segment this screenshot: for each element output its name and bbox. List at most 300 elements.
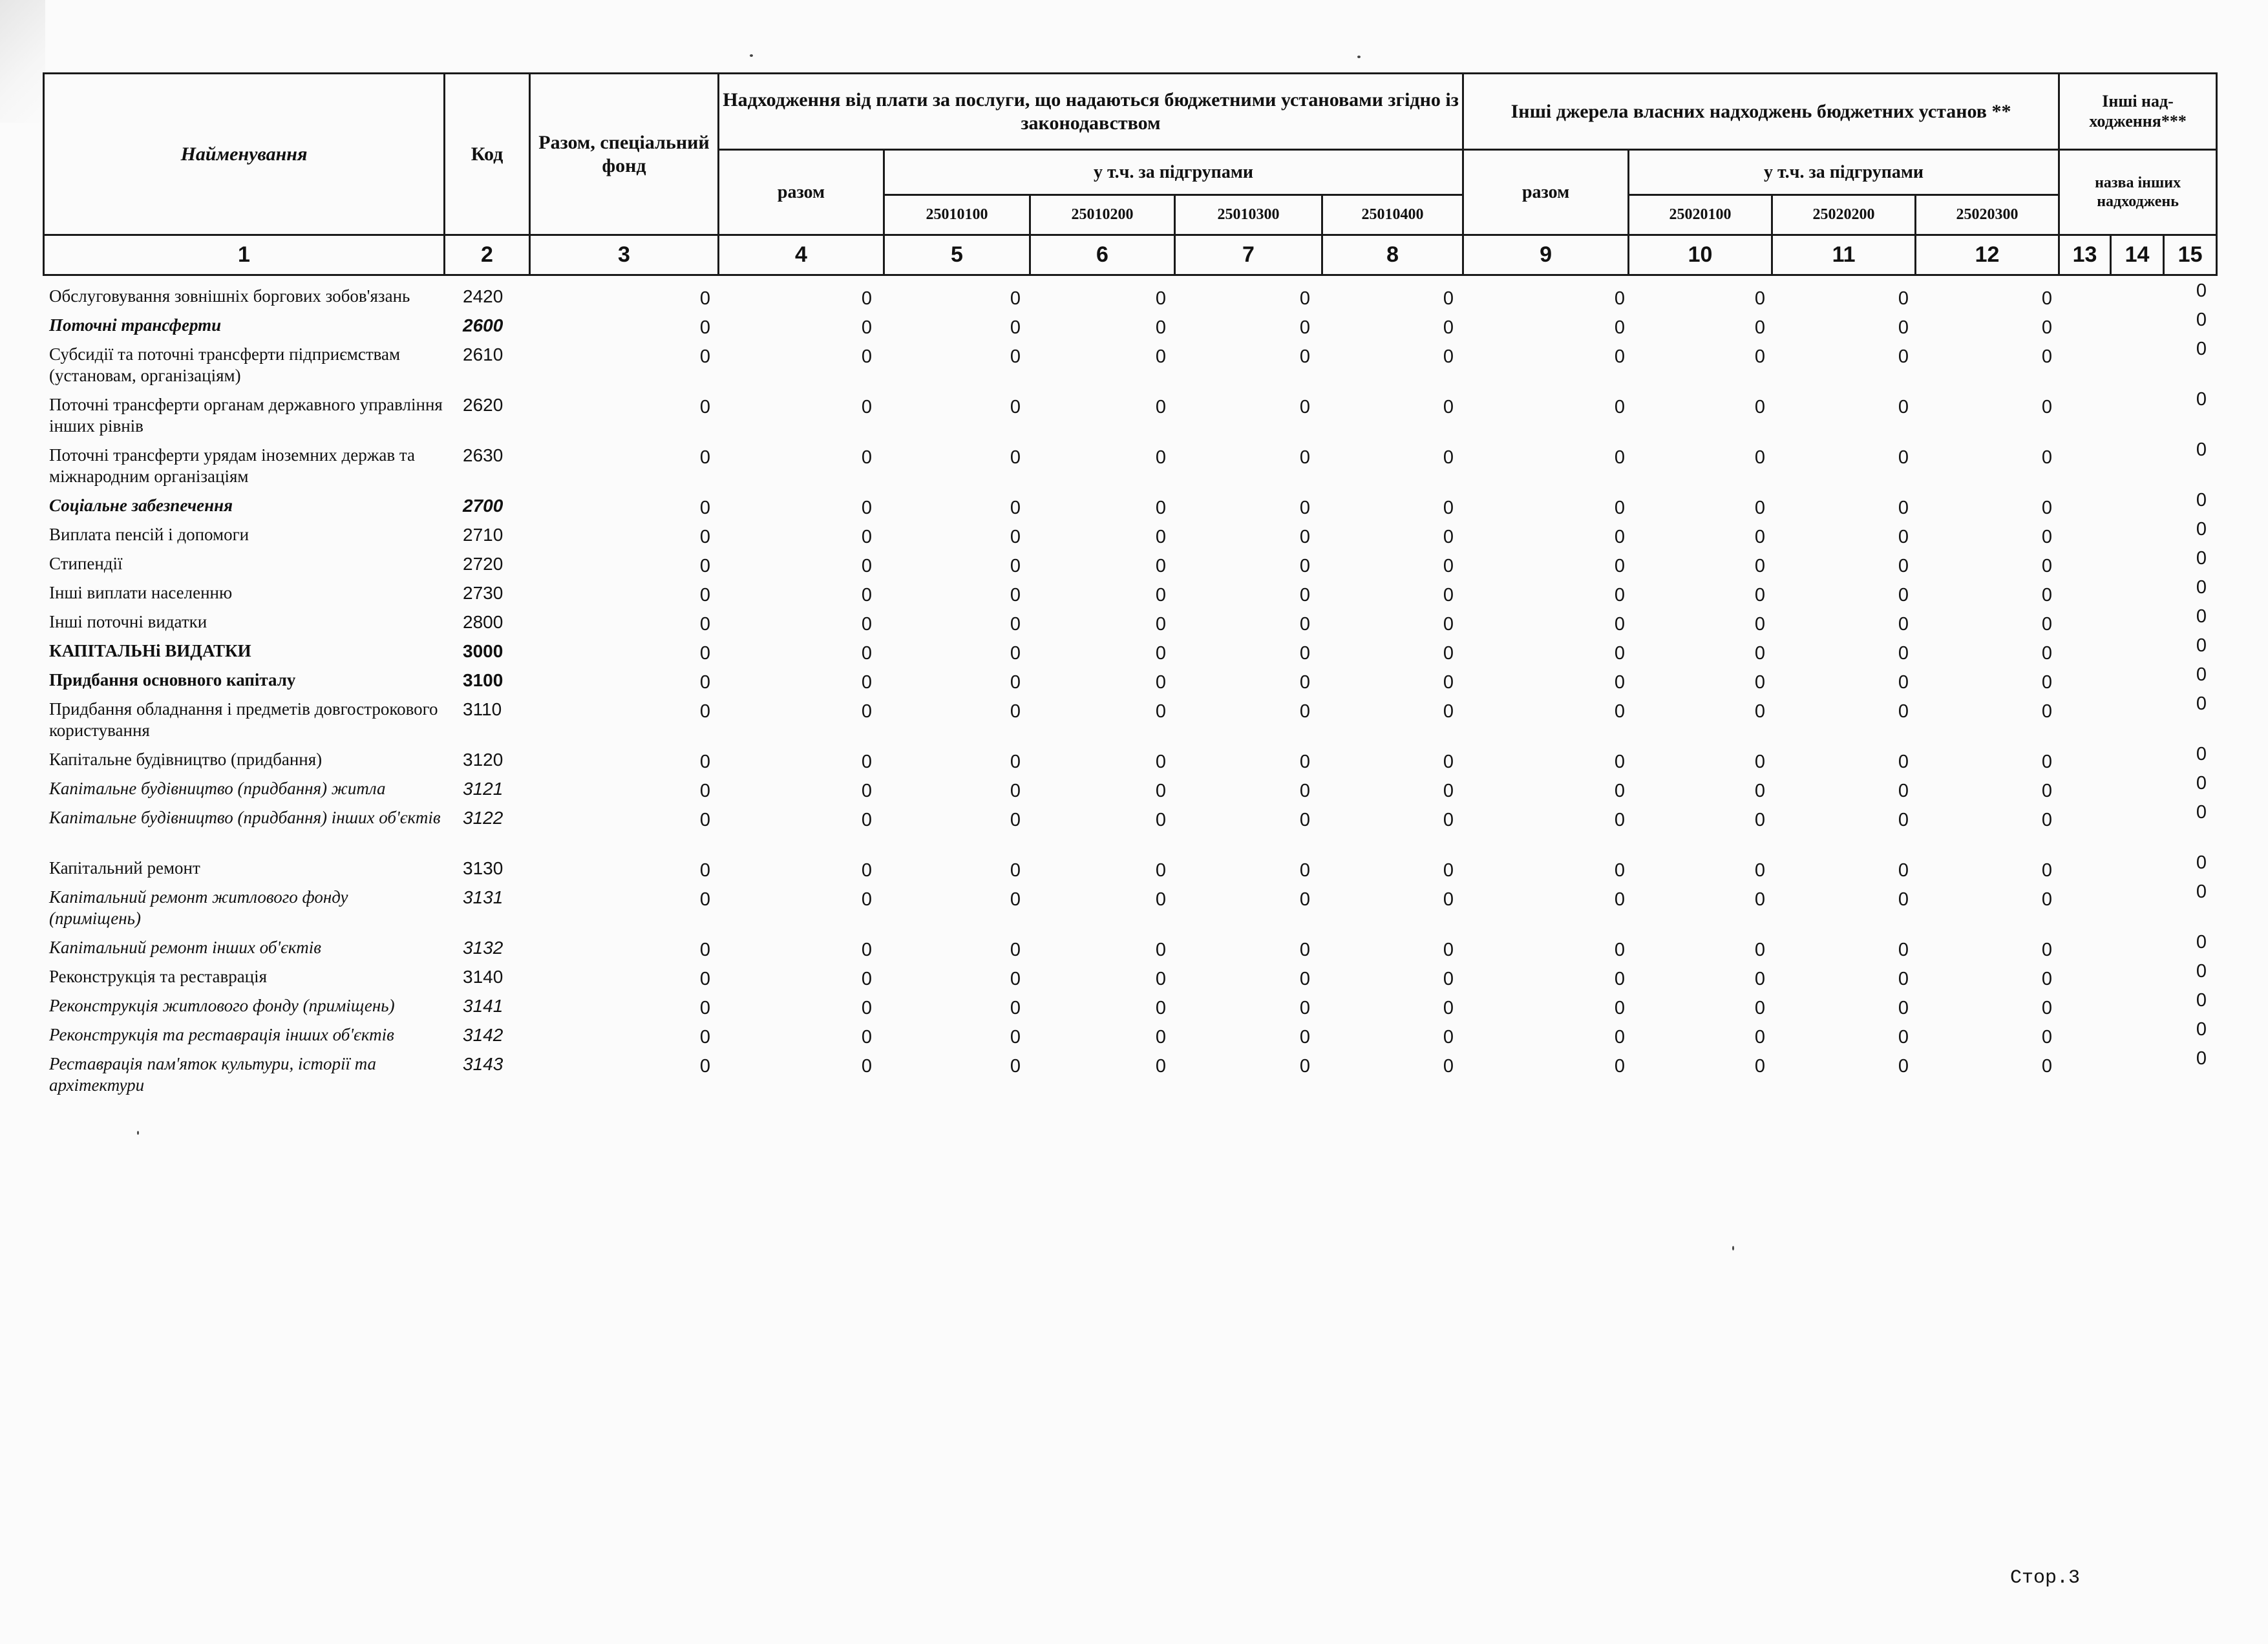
row-value: 0 (2196, 577, 2207, 598)
row-value: 0 (861, 781, 873, 801)
row-code: 2700 (463, 496, 503, 516)
row-value: 0 (1010, 940, 1021, 960)
row-value: 0 (1010, 1027, 1021, 1048)
row-value: 0 (1155, 447, 1167, 468)
row-name: Реконструкція та реставрація інших об'єктів (49, 1025, 394, 1044)
row-value: 0 (699, 998, 711, 1018)
row-value: 0 (861, 672, 873, 693)
row-name: Інші поточні видатки (49, 612, 207, 631)
row-value: 0 (861, 752, 873, 772)
row-name: Стипендії (49, 554, 123, 573)
row-code: 3130 (463, 858, 503, 878)
table-row (43, 1048, 2216, 1102)
col-number: 11 (1772, 235, 1916, 275)
table-row (43, 548, 2216, 581)
row-code: 2710 (463, 525, 503, 545)
row-value: 0 (1155, 752, 1167, 772)
row-code: 2620 (463, 395, 503, 415)
row-value: 0 (1443, 288, 1454, 309)
col-number: 8 (1322, 235, 1463, 275)
row-value: 0 (699, 940, 711, 960)
row-value: 0 (2196, 773, 2207, 794)
row-code: 3140 (463, 967, 503, 987)
header-code-25020300: 25020300 (1916, 195, 2059, 235)
row-value: 0 (2196, 802, 2207, 823)
row-value: 0 (861, 585, 873, 606)
header-code-25010100: 25010100 (884, 195, 1030, 235)
header-group2-total: разом (1463, 150, 1629, 235)
row-value: 0 (1614, 346, 1626, 367)
row-value: 0 (1010, 643, 1021, 664)
row-code: 3122 (463, 808, 503, 828)
col-number: 5 (884, 235, 1030, 275)
row-value: 0 (2196, 548, 2207, 569)
row-value: 0 (1614, 317, 1626, 338)
table-row (43, 389, 2216, 443)
row-value: 0 (1299, 527, 1311, 547)
row-value: 0 (1898, 556, 1909, 576)
table-row (43, 606, 2216, 639)
header-group1-sub: у т.ч. за підгрупами (884, 150, 1463, 195)
row-value: 0 (1155, 781, 1167, 801)
table-row (43, 693, 2216, 748)
col-number: 4 (719, 235, 884, 275)
header-name: Найменування (44, 74, 445, 235)
row-value: 0 (1299, 940, 1311, 960)
row-value: 0 (2041, 860, 2053, 881)
row-value: 0 (1299, 672, 1311, 693)
row-value: 0 (1299, 752, 1311, 772)
row-value: 0 (1754, 998, 1766, 1018)
row-value: 0 (1614, 643, 1626, 664)
row-value: 0 (1010, 969, 1021, 989)
row-value: 0 (1155, 860, 1167, 881)
row-value: 0 (1898, 1056, 1909, 1077)
col-number: 13 (2059, 235, 2111, 275)
row-name: Реконструкція житлового фонду (приміщень) (49, 996, 395, 1015)
row-code: 3131 (463, 887, 503, 907)
row-value: 0 (1299, 447, 1311, 468)
row-value: 0 (1754, 889, 1766, 910)
row-value: 0 (1754, 585, 1766, 606)
col-number: 2 (445, 235, 530, 275)
row-value: 0 (1299, 614, 1311, 635)
table-row (43, 932, 2216, 965)
row-code: 3142 (463, 1025, 503, 1045)
table-row (43, 664, 2216, 697)
row-value: 0 (2196, 990, 2207, 1011)
row-value: 0 (2041, 940, 2053, 960)
row-value: 0 (1010, 498, 1021, 518)
row-value: 0 (1443, 643, 1454, 664)
col-number: 15 (2164, 235, 2217, 275)
scan-speck (1357, 56, 1361, 58)
row-value: 0 (1898, 614, 1909, 635)
row-value: 0 (2196, 490, 2207, 511)
table-row (43, 490, 2216, 523)
row-value: 0 (2041, 397, 2053, 417)
row-value: 0 (2196, 606, 2207, 627)
row-value: 0 (1754, 672, 1766, 693)
header-code-25020200: 25020200 (1772, 195, 1916, 235)
table-row (43, 577, 2216, 610)
row-value: 0 (699, 889, 711, 910)
scan-speck (1732, 1246, 1734, 1250)
row-value: 0 (1155, 940, 1167, 960)
header-group1-total: разом (719, 150, 884, 235)
row-value: 0 (1155, 998, 1167, 1018)
row-value: 0 (1010, 585, 1021, 606)
row-value: 0 (2196, 693, 2207, 714)
row-value: 0 (2041, 527, 2053, 547)
row-value: 0 (1443, 672, 1454, 693)
row-value: 0 (1299, 701, 1311, 722)
row-value: 0 (1614, 585, 1626, 606)
row-value: 0 (861, 1056, 873, 1077)
row-value: 0 (1299, 643, 1311, 664)
row-value: 0 (2041, 556, 2053, 576)
row-name: Реконструкція та реставрація (49, 967, 268, 986)
row-value: 0 (2196, 389, 2207, 410)
col-number: 1 (44, 235, 445, 275)
row-value: 0 (1898, 781, 1909, 801)
header-group3-sub: назва інших надходжень (2059, 150, 2217, 235)
row-value: 0 (1010, 346, 1021, 367)
table-row (43, 1019, 2216, 1052)
col-number: 3 (530, 235, 719, 275)
row-value: 0 (1614, 447, 1626, 468)
row-value: 0 (1299, 810, 1311, 830)
row-value: 0 (861, 498, 873, 518)
row-value: 0 (1898, 346, 1909, 367)
header-code: Код (445, 74, 530, 235)
scan-speck (137, 1131, 139, 1135)
row-value: 0 (1010, 889, 1021, 910)
row-value: 0 (861, 527, 873, 547)
row-name: Реставрація пам'яток культури, історії та архітектури (49, 1054, 377, 1095)
row-value: 0 (1443, 527, 1454, 547)
header-code-25010200: 25010200 (1030, 195, 1175, 235)
row-value: 0 (699, 317, 711, 338)
row-value: 0 (1754, 860, 1766, 881)
row-code: 3121 (463, 779, 503, 799)
row-value: 0 (1614, 498, 1626, 518)
row-value: 0 (1155, 585, 1167, 606)
row-value: 0 (1299, 1027, 1311, 1048)
row-value: 0 (861, 1027, 873, 1048)
row-value: 0 (2196, 961, 2207, 982)
row-value: 0 (1299, 397, 1311, 417)
row-value: 0 (2196, 339, 2207, 359)
row-value: 0 (699, 969, 711, 989)
row-value: 0 (1614, 969, 1626, 989)
row-value: 0 (1443, 810, 1454, 830)
table-row (43, 852, 2216, 885)
row-value: 0 (2041, 346, 2053, 367)
col-number: 12 (1916, 235, 2059, 275)
row-value: 0 (1614, 810, 1626, 830)
row-name: Капітальне будівництво (придбання) інших об'єктів (49, 808, 441, 827)
row-value: 0 (1155, 643, 1167, 664)
row-value: 0 (1155, 1056, 1167, 1077)
row-name: Поточні трансферти урядам іноземних держав та міжнародним організаціям (49, 445, 415, 486)
row-name: Поточні трансферти органам державного управління інших рівнів (49, 395, 443, 436)
row-value: 0 (1754, 810, 1766, 830)
row-value: 0 (1010, 672, 1021, 693)
row-value: 0 (2196, 1048, 2207, 1069)
row-value: 0 (699, 288, 711, 309)
row-value: 0 (861, 447, 873, 468)
row-value: 0 (1155, 498, 1167, 518)
row-value: 0 (699, 498, 711, 518)
header-total: Разом, спеціальний фонд (530, 74, 719, 235)
row-value: 0 (861, 614, 873, 635)
row-value: 0 (1010, 288, 1021, 309)
row-value: 0 (861, 346, 873, 367)
row-value: 0 (1614, 940, 1626, 960)
table-row (43, 439, 2216, 494)
row-value: 0 (1754, 1056, 1766, 1077)
row-value: 0 (699, 556, 711, 576)
row-value: 0 (1614, 998, 1626, 1018)
row-value: 0 (1898, 447, 1909, 468)
row-value: 0 (1898, 701, 1909, 722)
row-value: 0 (699, 810, 711, 830)
row-value: 0 (1754, 701, 1766, 722)
row-value: 0 (1614, 1056, 1626, 1077)
row-value: 0 (699, 1056, 711, 1077)
row-value: 0 (2196, 280, 2207, 301)
row-code: 2800 (463, 612, 503, 632)
row-value: 0 (1754, 781, 1766, 801)
row-value: 0 (2196, 744, 2207, 764)
header-code-25020100: 25020100 (1629, 195, 1772, 235)
row-value: 0 (1614, 701, 1626, 722)
row-value: 0 (1155, 701, 1167, 722)
row-value: 0 (1754, 498, 1766, 518)
row-value: 0 (1754, 346, 1766, 367)
row-value: 0 (1010, 614, 1021, 635)
row-value: 0 (2041, 614, 2053, 635)
row-value: 0 (861, 969, 873, 989)
column-number-row (44, 235, 2217, 275)
row-value: 0 (861, 889, 873, 910)
row-value: 0 (1614, 1027, 1626, 1048)
row-value: 0 (1898, 889, 1909, 910)
row-value: 0 (1299, 889, 1311, 910)
row-value: 0 (1898, 940, 1909, 960)
row-value: 0 (699, 1027, 711, 1048)
row-value: 0 (861, 643, 873, 664)
row-code: 2730 (463, 583, 503, 603)
row-code: 2600 (463, 315, 503, 335)
row-code: 3110 (463, 699, 502, 719)
row-value: 0 (2041, 643, 2053, 664)
row-value: 0 (861, 317, 873, 338)
row-value: 0 (2041, 447, 2053, 468)
row-value: 0 (699, 781, 711, 801)
row-value: 0 (1010, 998, 1021, 1018)
row-value: 0 (2196, 932, 2207, 953)
row-value: 0 (1299, 346, 1311, 367)
row-value: 0 (1155, 1027, 1167, 1048)
row-value: 0 (699, 585, 711, 606)
row-value: 0 (1443, 346, 1454, 367)
row-value: 0 (1010, 781, 1021, 801)
row-value: 0 (1010, 1056, 1021, 1077)
row-value: 0 (1443, 860, 1454, 881)
row-value: 0 (699, 397, 711, 417)
row-value: 0 (1754, 1027, 1766, 1048)
row-value: 0 (1443, 752, 1454, 772)
row-value: 0 (1299, 1056, 1311, 1077)
row-value: 0 (1898, 288, 1909, 309)
row-value: 0 (1299, 969, 1311, 989)
row-value: 0 (699, 701, 711, 722)
row-value: 0 (1614, 752, 1626, 772)
row-value: 0 (2041, 317, 2053, 338)
table-row (43, 961, 2216, 994)
row-value: 0 (2196, 635, 2207, 656)
row-value: 0 (1754, 969, 1766, 989)
row-value: 0 (699, 860, 711, 881)
row-value: 0 (1299, 556, 1311, 576)
row-value: 0 (2041, 498, 2053, 518)
row-value: 0 (1443, 889, 1454, 910)
row-value: 0 (1614, 860, 1626, 881)
row-value: 0 (1299, 860, 1311, 881)
table-row (43, 744, 2216, 777)
row-value: 0 (1898, 498, 1909, 518)
row-value: 0 (1898, 397, 1909, 417)
row-code: 2610 (463, 344, 503, 364)
row-value: 0 (1010, 556, 1021, 576)
row-value: 0 (1754, 317, 1766, 338)
row-value: 0 (1443, 585, 1454, 606)
table-row (43, 280, 2216, 313)
row-value: 0 (1155, 317, 1167, 338)
row-code: 3100 (463, 670, 503, 690)
row-value: 0 (2041, 585, 2053, 606)
row-value: 0 (1754, 752, 1766, 772)
row-value: 0 (699, 346, 711, 367)
row-value: 0 (2041, 810, 2053, 830)
row-value: 0 (1155, 288, 1167, 309)
row-value: 0 (1898, 317, 1909, 338)
row-name: Капітальне будівництво (придбання) (49, 750, 323, 769)
row-value: 0 (1443, 1027, 1454, 1048)
scan-edge-shadow (0, 0, 45, 123)
row-name: Виплата пенсій і допомоги (49, 525, 249, 544)
row-value: 0 (2041, 781, 2053, 801)
row-value: 0 (699, 752, 711, 772)
row-value: 0 (699, 527, 711, 547)
row-name: КАПІТАЛЬНі ВИДАТКИ (49, 641, 251, 660)
row-name: Поточні трансферти (49, 315, 222, 335)
row-code: 3132 (463, 938, 503, 958)
row-value: 0 (1155, 556, 1167, 576)
row-value: 0 (1614, 556, 1626, 576)
row-value: 0 (861, 701, 873, 722)
row-value: 0 (2196, 439, 2207, 460)
row-value: 0 (1299, 317, 1311, 338)
table-row (43, 773, 2216, 806)
header-group2-sub: у т.ч. за підгрупами (1629, 150, 2059, 195)
row-value: 0 (1614, 397, 1626, 417)
row-value: 0 (1299, 498, 1311, 518)
row-value: 0 (2041, 889, 2053, 910)
row-code: 2420 (463, 286, 503, 306)
header-group1-title: Надходження від плати за послуги, що надаються бюджетними установами згідно із законодавством (719, 74, 1463, 150)
row-value: 0 (1754, 397, 1766, 417)
row-value: 0 (1010, 447, 1021, 468)
row-value: 0 (861, 397, 873, 417)
row-value: 0 (1155, 614, 1167, 635)
table-row (43, 310, 2216, 342)
row-value: 0 (2041, 969, 2053, 989)
row-code: 3143 (463, 1054, 503, 1074)
row-value: 0 (1898, 643, 1909, 664)
row-value: 0 (2196, 881, 2207, 902)
row-value: 0 (1898, 860, 1909, 881)
row-value: 0 (1443, 447, 1454, 468)
row-value: 0 (1155, 672, 1167, 693)
row-value: 0 (1898, 752, 1909, 772)
row-value: 0 (1155, 889, 1167, 910)
row-value: 0 (1443, 498, 1454, 518)
row-name: Капітальний ремонт інших об'єктів (49, 938, 321, 957)
row-name: Обслуговування зовнішніх боргових зобов'язань (49, 286, 410, 306)
table-row (43, 881, 2216, 936)
row-value: 0 (2196, 664, 2207, 685)
row-value: 0 (1898, 527, 1909, 547)
row-value: 0 (699, 614, 711, 635)
row-value: 0 (1614, 288, 1626, 309)
row-value: 0 (1010, 317, 1021, 338)
row-value: 0 (1443, 940, 1454, 960)
row-value: 0 (1614, 614, 1626, 635)
row-value: 0 (1898, 998, 1909, 1018)
row-code: 3141 (463, 996, 503, 1016)
row-value: 0 (1299, 585, 1311, 606)
row-name: Придбання обладнання і предметів довгострокового користування (49, 699, 438, 740)
row-value: 0 (2041, 1027, 2053, 1048)
row-value: 0 (1443, 701, 1454, 722)
col-number: 9 (1463, 235, 1629, 275)
row-value: 0 (2041, 998, 2053, 1018)
row-value: 0 (2041, 672, 2053, 693)
row-code: 3000 (463, 641, 503, 661)
row-value: 0 (1443, 614, 1454, 635)
row-value: 0 (1754, 643, 1766, 664)
row-value: 0 (1898, 969, 1909, 989)
row-value: 0 (1155, 810, 1167, 830)
row-name: Придбання основного капіталу (49, 670, 296, 690)
row-value: 0 (861, 860, 873, 881)
row-value: 0 (2196, 1019, 2207, 1040)
row-value: 0 (1010, 527, 1021, 547)
row-value: 0 (1155, 346, 1167, 367)
row-value: 0 (2041, 1056, 2053, 1077)
row-value: 0 (1443, 317, 1454, 338)
row-code: 2630 (463, 445, 503, 465)
table-row (43, 635, 2216, 668)
row-value: 0 (1754, 556, 1766, 576)
row-name: Капітальний ремонт (49, 858, 200, 878)
row-name: Капітальне будівництво (придбання) житла (49, 779, 386, 798)
row-value: 0 (1898, 585, 1909, 606)
row-value: 0 (1010, 701, 1021, 722)
